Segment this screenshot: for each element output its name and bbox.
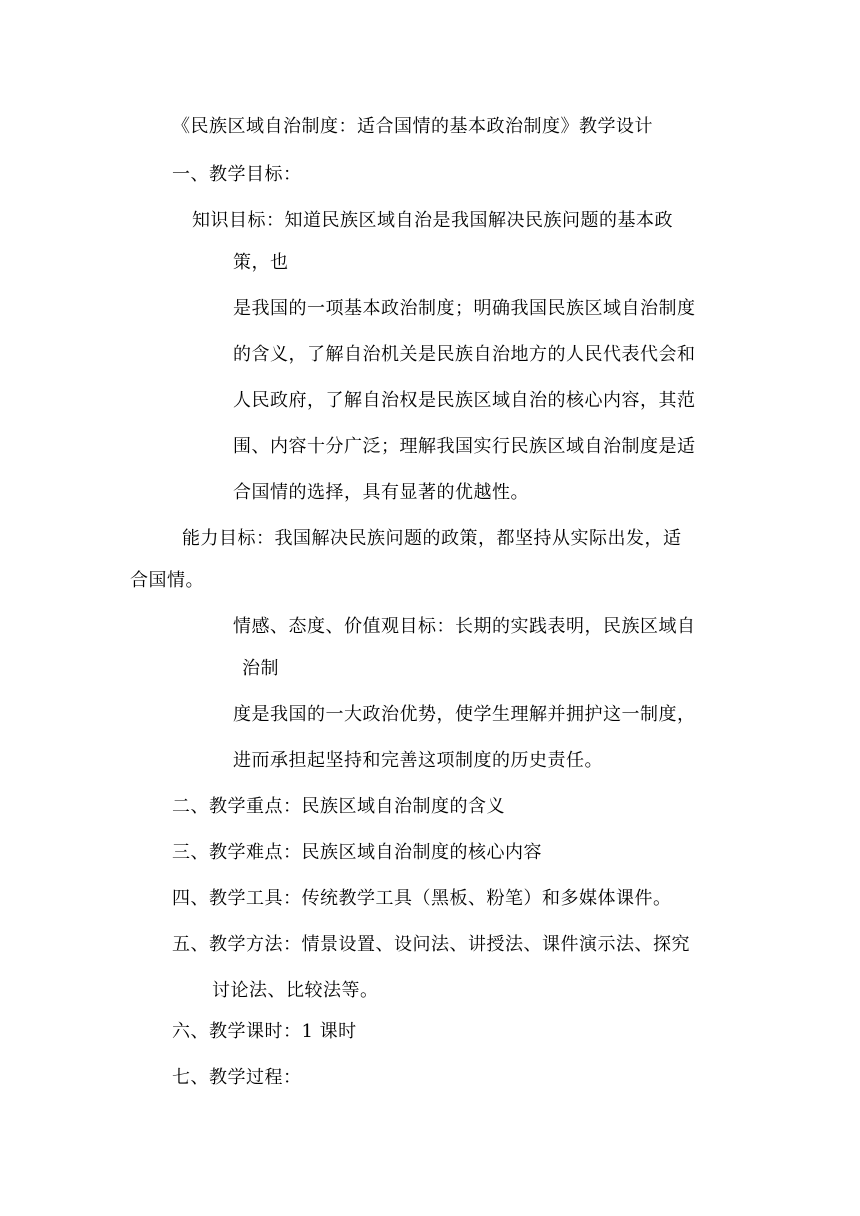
emotion-objective-line: 情感、态度、价值观目标：长期的实践表明，民族区域自 [233,616,696,637]
knowledge-objective-line: 策，也 [233,252,289,273]
section-heading-objectives: 一、教学目标： [172,164,302,185]
knowledge-objective-line: 知识目标：知道民族区域自治是我国解决民族问题的基本政 [192,210,673,231]
knowledge-objective-line: 人民政府，了解自治权是民族区域自治的核心内容，其范 [233,390,696,411]
knowledge-objective-line: 是我国的一项基本政治制度；明确我国民族区域自治制度 [233,298,696,319]
document-title: 《民族区域自治制度：适合国情的基本政治制度》教学设计 [172,116,653,137]
section-methods-line: 五、教学方法：情景设置、设问法、讲授法、课件演示法、探究 [172,934,690,955]
section-difficulties: 三、教学难点：民族区域自治制度的核心内容 [172,842,542,863]
ability-objective-line: 合国情。 [130,570,204,591]
emotion-objective-line: 治制 [242,658,279,679]
emotion-objective-line: 进而承担起坚持和完善这项制度的历史责任。 [233,750,603,771]
section-key-points: 二、教学重点：民族区域自治制度的含义 [172,796,505,817]
emotion-objective-line: 度是我国的一大政治优势，使学生理解并拥护这一制度， [233,704,696,725]
knowledge-objective-line: 围、内容十分广泛；理解我国实行民族区域自治制度是适 [233,436,696,457]
section-methods-line: 讨论法、比较法等。 [212,980,379,1001]
knowledge-objective-line: 的含义，了解自治机关是民族自治地方的人民代表代会和 [233,344,696,365]
section-class-hours: 六、教学课时：1 课时 [172,1021,357,1042]
section-teaching-process: 七、教学过程： [172,1067,302,1088]
knowledge-objective-line: 合国情的选择，具有显著的优越性。 [233,482,529,503]
ability-objective-line: 能力目标：我国解决民族问题的政策，都坚持从实际出发，适 [182,528,682,549]
section-tools: 四、教学工具：传统教学工具（黑板、粉笔）和多媒体课件。 [172,888,672,909]
